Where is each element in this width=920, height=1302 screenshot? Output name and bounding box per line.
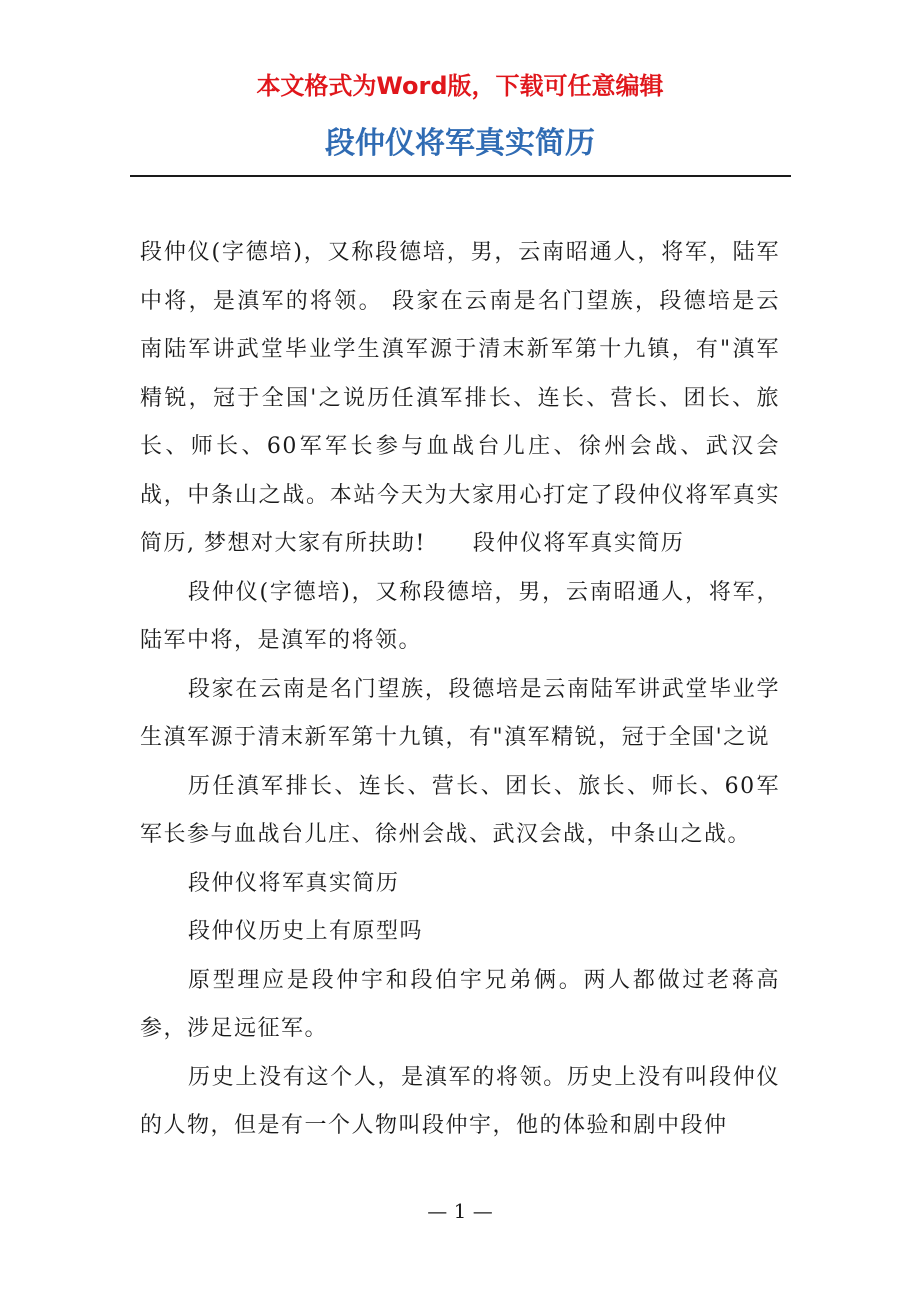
document-body (140, 229, 780, 1151)
paragraph-summary: 段仲仪(字德培)，又称段德培，男，云南昭通人，将军，陆军中将，是滇军的将领。 段家在云南是名门望族，段德培是云南陆军讲武堂毕业学生滇军源于清末新军第十九镇，有"滇军精锐，冠于全国'之说历任滇军排长、连长、营长、团长、旅长、师长、60军军长参与血战台儿庄、徐州会战、武汉会战，中条山之战。本站今天为大家用心打定了段仲仪将军真实简历, 梦想对大家有所扶助! 段仲仪将军真实简历 (140, 240, 780, 556)
title-divider (130, 175, 791, 177)
paragraph: 历任滇军排长、连长、营长、团长、旅长、师长、60军军长参与血战台儿庄、徐州会战、武汉会战，中条山之战。 (140, 773, 780, 847)
paragraph: 段仲仪历史上有原型吗 (188, 919, 424, 944)
paragraph: 历史上没有这个人，是滇军的将领。历史上没有叫段仲仪的人物，但是有一个人物叫段仲宇，他的体验和剧中段仲 (140, 1064, 780, 1138)
document-title: 段仲仪将军真实简历 (325, 126, 595, 161)
format-notice-banner: 本文格式为Word版，下载可任意编辑 (256, 72, 664, 100)
paragraph: 段仲仪(字德培)，又称段德培，男，云南昭通人，将军，陆军中将，是滇军的将领。 (140, 579, 780, 653)
paragraph: 原型理应是段仲宇和段伯宇兄弟俩。两人都做过老蒋高参，涉足远征军。 (140, 967, 780, 1041)
paragraph: 段仲仪将军真实简历 (188, 870, 400, 896)
page-number: — 1 — (427, 1199, 493, 1223)
paragraph: 段家在云南是名门望族，段德培是云南陆军讲武堂毕业学生滇军源于清末新军第十九镇，有"滇军精锐，冠于全国'之说 (140, 676, 780, 750)
